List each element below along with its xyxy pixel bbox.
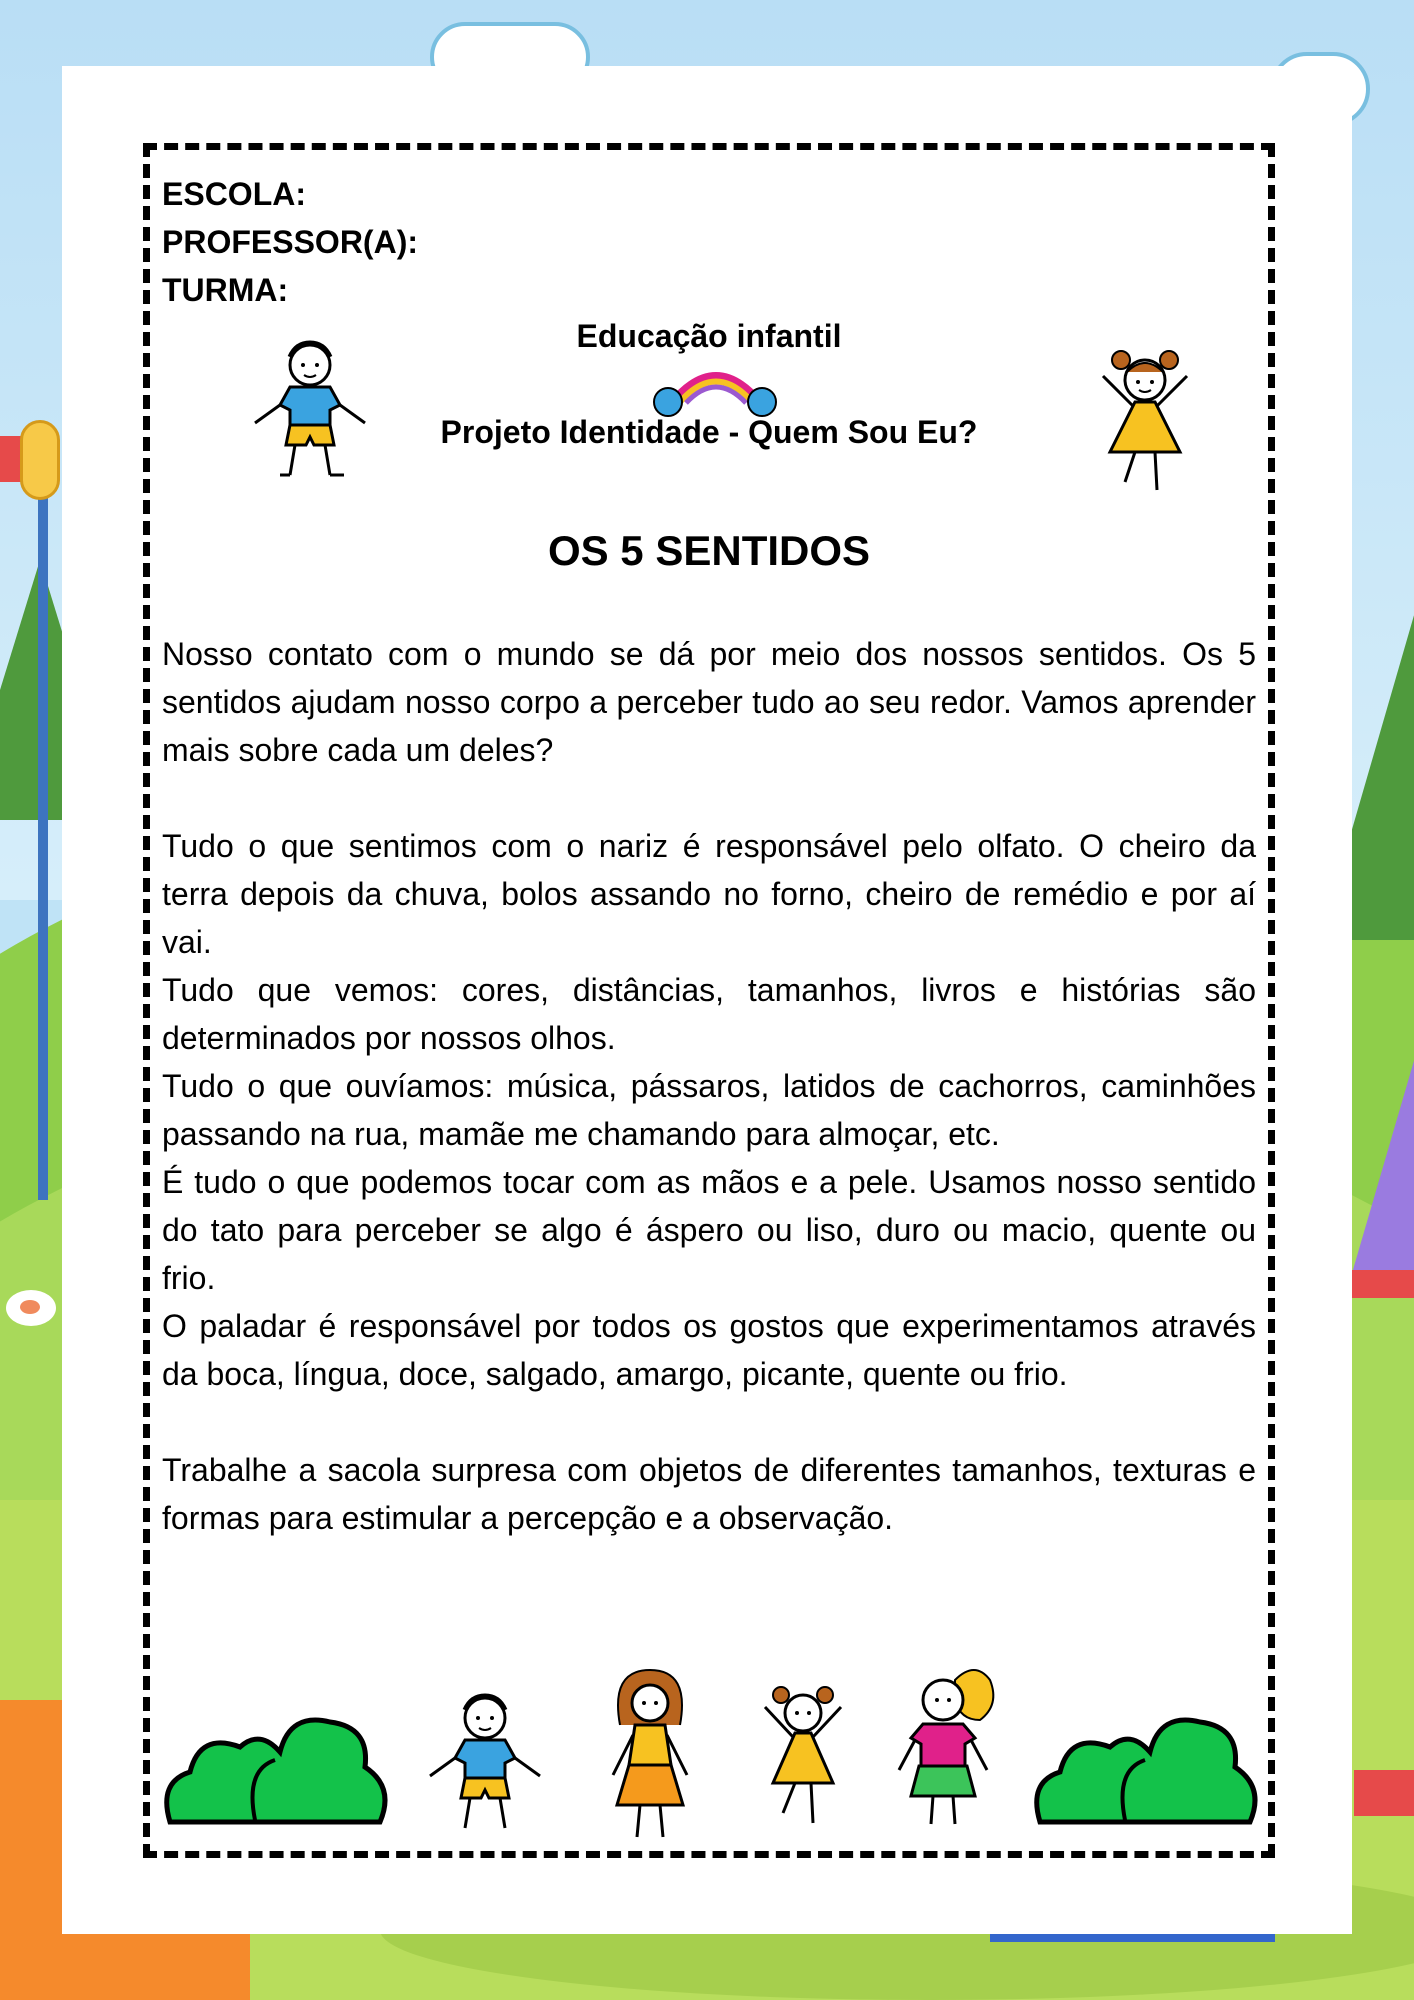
paragraph-intro: Nosso contato com o mundo se dá por meio dos nossos sentidos. Os 5 sentidos ajudam nosso corpo a perceber tudo ao seu redor. Vamos aprender mais sobre cada um deles?	[162, 636, 1256, 768]
bush-icon	[1030, 1700, 1260, 1830]
paragraph-smell: Tudo o que sentimos com o nariz é responsável pelo olfato. O cheiro da terra depois da chuva, bolos assando no forno, cheiro de remédio e por aí vai.	[162, 828, 1256, 960]
page-title: OS 5 SENTIDOS	[547, 527, 871, 574]
swing-post	[38, 440, 48, 1200]
paragraph-sight: Tudo que vemos: cores, distâncias, tamanhos, livros e histórias são determinados por nossos olhos.	[162, 972, 1256, 1056]
body-text	[162, 630, 1256, 1542]
school-label: ESCOLA:	[162, 176, 306, 212]
bush-icon	[160, 1700, 390, 1830]
subtitle: Educação infantil	[576, 318, 842, 354]
slide-rail	[1352, 1270, 1414, 1298]
girl-icon	[595, 1665, 705, 1840]
boy-icon	[425, 1688, 545, 1838]
paragraph-activity: Trabalhe a sacola surpresa com objetos de diferentes tamanhos, texturas e formas para estimular a percepção e a observação.	[162, 1452, 1256, 1536]
swing-cap	[20, 420, 60, 500]
flower-icon	[6, 1290, 56, 1326]
girl-icon	[885, 1660, 1010, 1830]
paragraph-hearing: Tudo o que ouvíamos: música, pássaros, latidos de cachorros, caminhões passando na rua, mamãe me chamando para almoçar, etc.	[162, 1068, 1256, 1152]
teacher-label: PROFESSOR(A):	[162, 224, 418, 260]
paragraph-taste: O paladar é responsável por todos os gostos que experimentamos através da boca, língua, doce, salgado, amargo, picante, quente ou frio.	[162, 1308, 1256, 1392]
boy-icon	[250, 335, 370, 485]
worksheet-content	[162, 170, 1256, 1536]
class-label: TURMA:	[162, 272, 289, 308]
girl-icon	[748, 1673, 858, 1833]
rainbow-icon	[646, 358, 786, 418]
project-title: Projeto Identidade - Quem Sou Eu?	[440, 414, 978, 450]
paragraph-touch: É tudo o que podemos tocar com as mãos e a pele. Usamos nosso sentido do tato para perceber se algo é áspero ou liso, duro ou macio, quente ou frio.	[162, 1164, 1256, 1296]
bench-icon	[1354, 1770, 1414, 1816]
